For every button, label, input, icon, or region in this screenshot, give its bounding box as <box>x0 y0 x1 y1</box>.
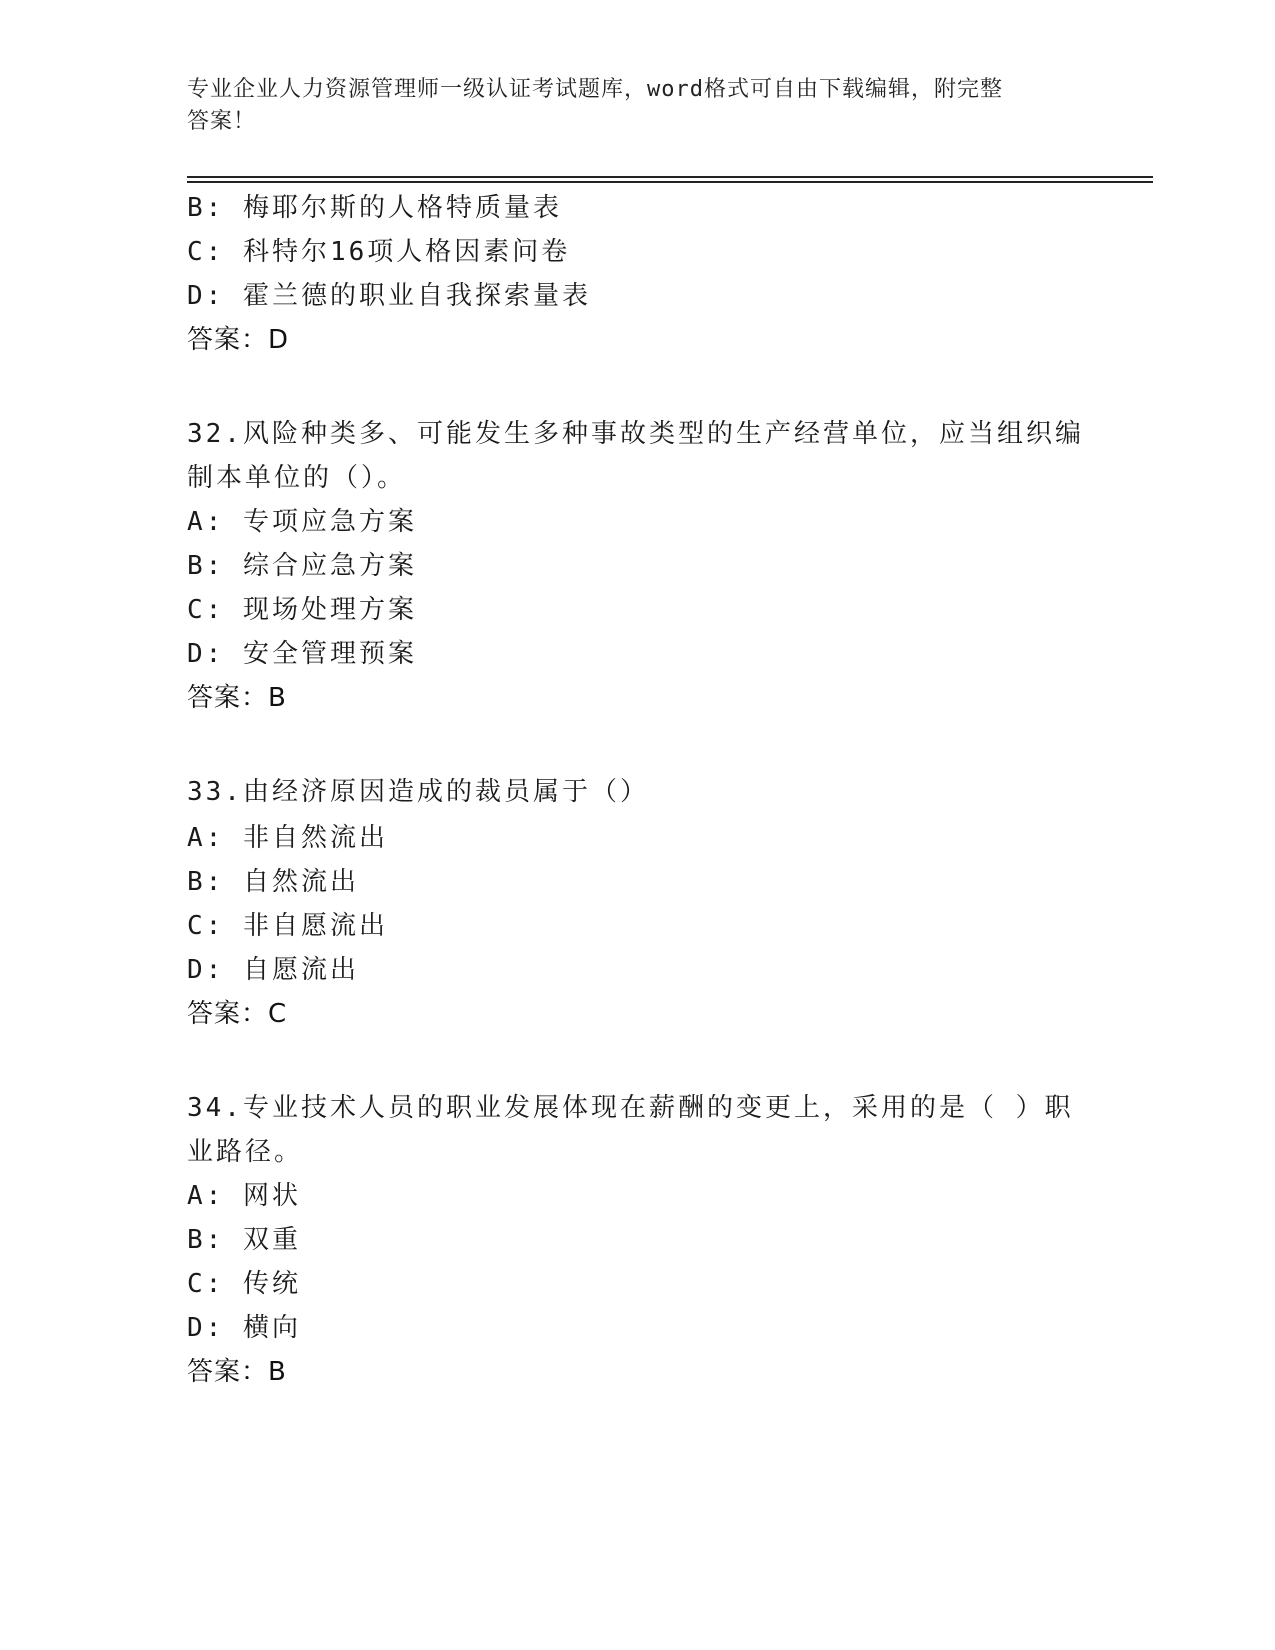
header-divider-bottom <box>187 181 1153 183</box>
question-stem-continued: 业路径。 <box>187 1137 304 1167</box>
answer-line: 答案：D <box>187 325 290 355</box>
answer-line: 答案：B <box>187 1357 287 1387</box>
option-c: C: 传统 <box>187 1269 301 1299</box>
header-line-2: 答案！ <box>187 109 257 134</box>
header-divider-top <box>187 176 1153 178</box>
question-stem-continued: 制本单位的（）。 <box>187 463 407 493</box>
header-line-1: 专业企业人力资源管理师一级认证考试题库，word格式可自由下载编辑，附完整 <box>187 77 1003 102</box>
option-d: D: 安全管理预案 <box>187 639 417 669</box>
option-c: C: 非自愿流出 <box>187 911 388 941</box>
answer-line: 答案：B <box>187 683 287 713</box>
question-stem: 34.专业技术人员的职业发展体现在薪酬的变更上，采用的是（ ）职 <box>187 1093 1074 1123</box>
option-b: B: 综合应急方案 <box>187 551 417 581</box>
option-d: D: 自愿流出 <box>187 955 359 985</box>
question-stem: 32.风险种类多、可能发生多种事故类型的生产经营单位，应当组织编 <box>187 419 1084 449</box>
option-c: C: 现场处理方案 <box>187 595 417 625</box>
option-b: B: 梅耶尔斯的人格特质量表 <box>187 193 562 223</box>
option-a: A: 网状 <box>187 1181 301 1211</box>
option-c: C: 科特尔16项人格因素问卷 <box>187 237 571 267</box>
option-b: B: 自然流出 <box>187 867 359 897</box>
question-stem: 33.由经济原因造成的裁员属于（） <box>187 777 649 807</box>
option-d: D: 横向 <box>187 1313 301 1343</box>
option-a: A: 非自然流出 <box>187 823 388 853</box>
option-b: B: 双重 <box>187 1225 301 1255</box>
document-header <box>187 74 1067 138</box>
answer-line: 答案：C <box>187 999 288 1029</box>
option-a: A: 专项应急方案 <box>187 507 417 537</box>
option-d: D: 霍兰德的职业自我探索量表 <box>187 281 591 311</box>
